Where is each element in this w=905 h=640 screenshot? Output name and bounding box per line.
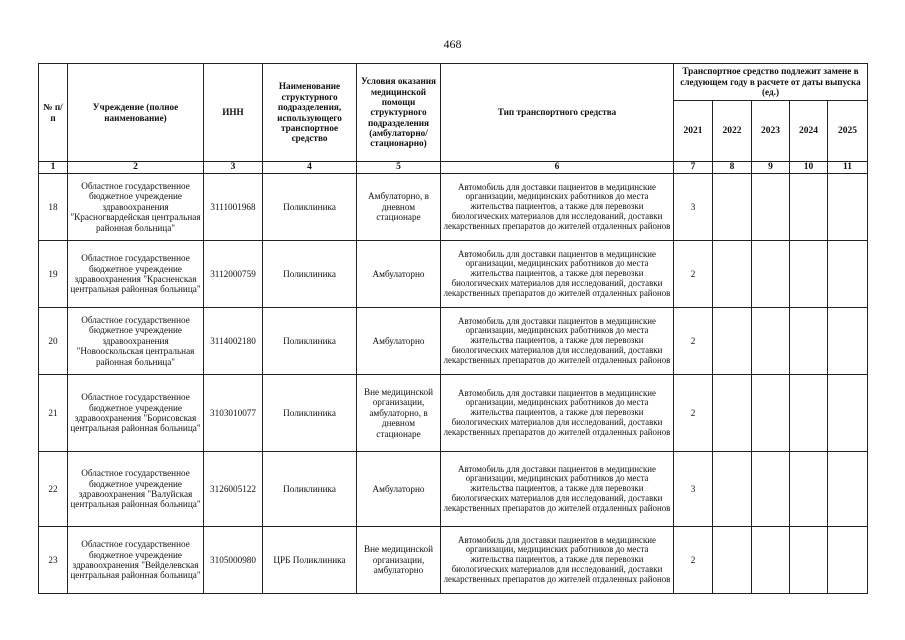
row-y2023 (752, 241, 790, 308)
row-y2023 (752, 308, 790, 375)
row-y2025 (828, 241, 868, 308)
column-number: 4 (263, 162, 357, 174)
header-vehicle-type: Тип транспортного средства (441, 64, 674, 162)
column-number: 5 (357, 162, 441, 174)
row-institution: Областное государственное бюджетное учреждение здравоохранения "Красненская центральная районная больница" (68, 241, 204, 308)
column-number: 8 (713, 162, 752, 174)
row-inn: 3103010077 (204, 375, 263, 452)
row-inn: 3126005122 (204, 452, 263, 527)
column-number: 9 (752, 162, 790, 174)
row-subdivision: Поликлиника (263, 308, 357, 375)
row-vehicle-type: Автомобиль для доставки пациентов в медицинские организации, медицинских работников до места жительства пациентов, а также для перевозки биологических материалов для исследований, доставки лекарственных препаратов до жителей отдаленных районов (441, 308, 674, 375)
row-y2025 (828, 527, 868, 594)
header-num: № п/п (39, 64, 68, 162)
row-institution: Областное государственное бюджетное учреждение здравоохранения "Красногвардейская центральная районная больница" (68, 174, 204, 241)
row-y2021: 3 (674, 452, 713, 527)
row-vehicle-type: Автомобиль для доставки пациентов в медицинские организации, медицинских работников до места жительства пациентов, а также для перевозки биологических материалов для исследований, доставки лекарственных препаратов до жителей отдаленных районов (441, 527, 674, 594)
row-y2022 (713, 174, 752, 241)
column-number: 11 (828, 162, 868, 174)
row-y2023 (752, 375, 790, 452)
row-subdivision: Поликлиника (263, 174, 357, 241)
column-number: 7 (674, 162, 713, 174)
row-inn: 3112000759 (204, 241, 263, 308)
row-y2022 (713, 452, 752, 527)
row-institution: Областное государственное бюджетное учреждение здравоохранения "Борисовская центральная районная больница" (68, 375, 204, 452)
row-num: 22 (39, 452, 68, 527)
row-y2024 (790, 308, 828, 375)
row-y2025 (828, 375, 868, 452)
row-num: 23 (39, 527, 68, 594)
column-number: 1 (39, 162, 68, 174)
row-y2024 (790, 452, 828, 527)
header-subdivision: Наименование структурного подразделения, использующего транспортное средство (263, 64, 357, 162)
row-y2024 (790, 527, 828, 594)
table-row (39, 375, 868, 452)
column-number: 10 (790, 162, 828, 174)
row-y2024 (790, 241, 828, 308)
row-y2025 (828, 308, 868, 375)
row-conditions: Вне медицинской организации, амбулаторно, в дневном стационаре (357, 375, 441, 452)
table-row (39, 241, 868, 308)
row-conditions: Вне медицинской организации, амбулаторно (357, 527, 441, 594)
header-conditions: Условия оказания медицинской помощи структурного подразделения (амбулаторно/ стационарно) (357, 64, 441, 162)
row-y2023 (752, 174, 790, 241)
row-y2021: 2 (674, 241, 713, 308)
table-row (39, 174, 868, 241)
row-conditions: Амбулаторно (357, 308, 441, 375)
row-institution: Областное государственное бюджетное учреждение здравоохранения "Новооскольская центральная районная больница" (68, 308, 204, 375)
row-y2025 (828, 174, 868, 241)
row-subdivision: Поликлиника (263, 375, 357, 452)
row-y2022 (713, 375, 752, 452)
row-conditions: Амбулаторно, в дневном стационаре (357, 174, 441, 241)
header-year-2023: 2023 (752, 101, 790, 162)
row-num: 20 (39, 308, 68, 375)
header-year-2025: 2025 (828, 101, 868, 162)
table-row (39, 308, 868, 375)
vehicle-replacement-table (38, 63, 868, 594)
header-year-2022: 2022 (713, 101, 752, 162)
row-y2022 (713, 527, 752, 594)
row-inn: 3111001968 (204, 174, 263, 241)
row-subdivision: Поликлиника (263, 241, 357, 308)
row-vehicle-type: Автомобиль для доставки пациентов в медицинские организации, медицинских работников до места жительства пациентов, а также для перевозки биологических материалов для исследований, доставки лекарственных препаратов до жителей отдаленных районов (441, 452, 674, 527)
row-inn: 3105000980 (204, 527, 263, 594)
row-num: 18 (39, 174, 68, 241)
row-y2023 (752, 527, 790, 594)
header-year-2021: 2021 (674, 101, 713, 162)
row-y2022 (713, 241, 752, 308)
row-y2021: 2 (674, 375, 713, 452)
row-institution: Областное государственное бюджетное учреждение здравоохранения "Вейделевская центральная районная больница" (68, 527, 204, 594)
column-number: 6 (441, 162, 674, 174)
table-row (39, 527, 868, 594)
header-institution: Учреждение (полное наименование) (68, 64, 204, 162)
row-y2021: 3 (674, 174, 713, 241)
row-y2023 (752, 452, 790, 527)
row-inn: 3114002180 (204, 308, 263, 375)
header-replacement: Транспортное средство подлежит замене в следующем году в расчете от даты выпуска (ед.) (674, 64, 868, 101)
header-inn: ИНН (204, 64, 263, 162)
row-subdivision: ЦРБ Поликлиника (263, 527, 357, 594)
row-y2021: 2 (674, 527, 713, 594)
row-y2024 (790, 174, 828, 241)
column-number: 3 (204, 162, 263, 174)
row-vehicle-type: Автомобиль для доставки пациентов в медицинские организации, медицинских работников до места жительства пациентов, а также для перевозки биологических материалов для исследований, доставки лекарственных препаратов до жителей отдаленных районов (441, 375, 674, 452)
row-subdivision: Поликлиника (263, 452, 357, 527)
row-conditions: Амбулаторно (357, 241, 441, 308)
row-num: 21 (39, 375, 68, 452)
row-vehicle-type: Автомобиль для доставки пациентов в медицинские организации, медицинских работников до места жительства пациентов, а также для перевозки биологических материалов для исследований, доставки лекарственных препаратов до жителей отдаленных районов (441, 241, 674, 308)
page-number: 468 (443, 37, 462, 51)
row-y2022 (713, 308, 752, 375)
row-y2021: 2 (674, 308, 713, 375)
table-row (39, 452, 868, 527)
row-num: 19 (39, 241, 68, 308)
row-vehicle-type: Автомобиль для доставки пациентов в медицинские организации, медицинских работников до места жительства пациентов, а также для перевозки биологических материалов для исследований, доставки лекарственных препаратов до жителей отдаленных районов (441, 174, 674, 241)
row-y2024 (790, 375, 828, 452)
row-institution: Областное государственное бюджетное учреждение здравоохранения "Валуйская центральная районная больница" (68, 452, 204, 527)
row-conditions: Амбулаторно (357, 452, 441, 527)
row-y2025 (828, 452, 868, 527)
column-number: 2 (68, 162, 204, 174)
header-year-2024: 2024 (790, 101, 828, 162)
